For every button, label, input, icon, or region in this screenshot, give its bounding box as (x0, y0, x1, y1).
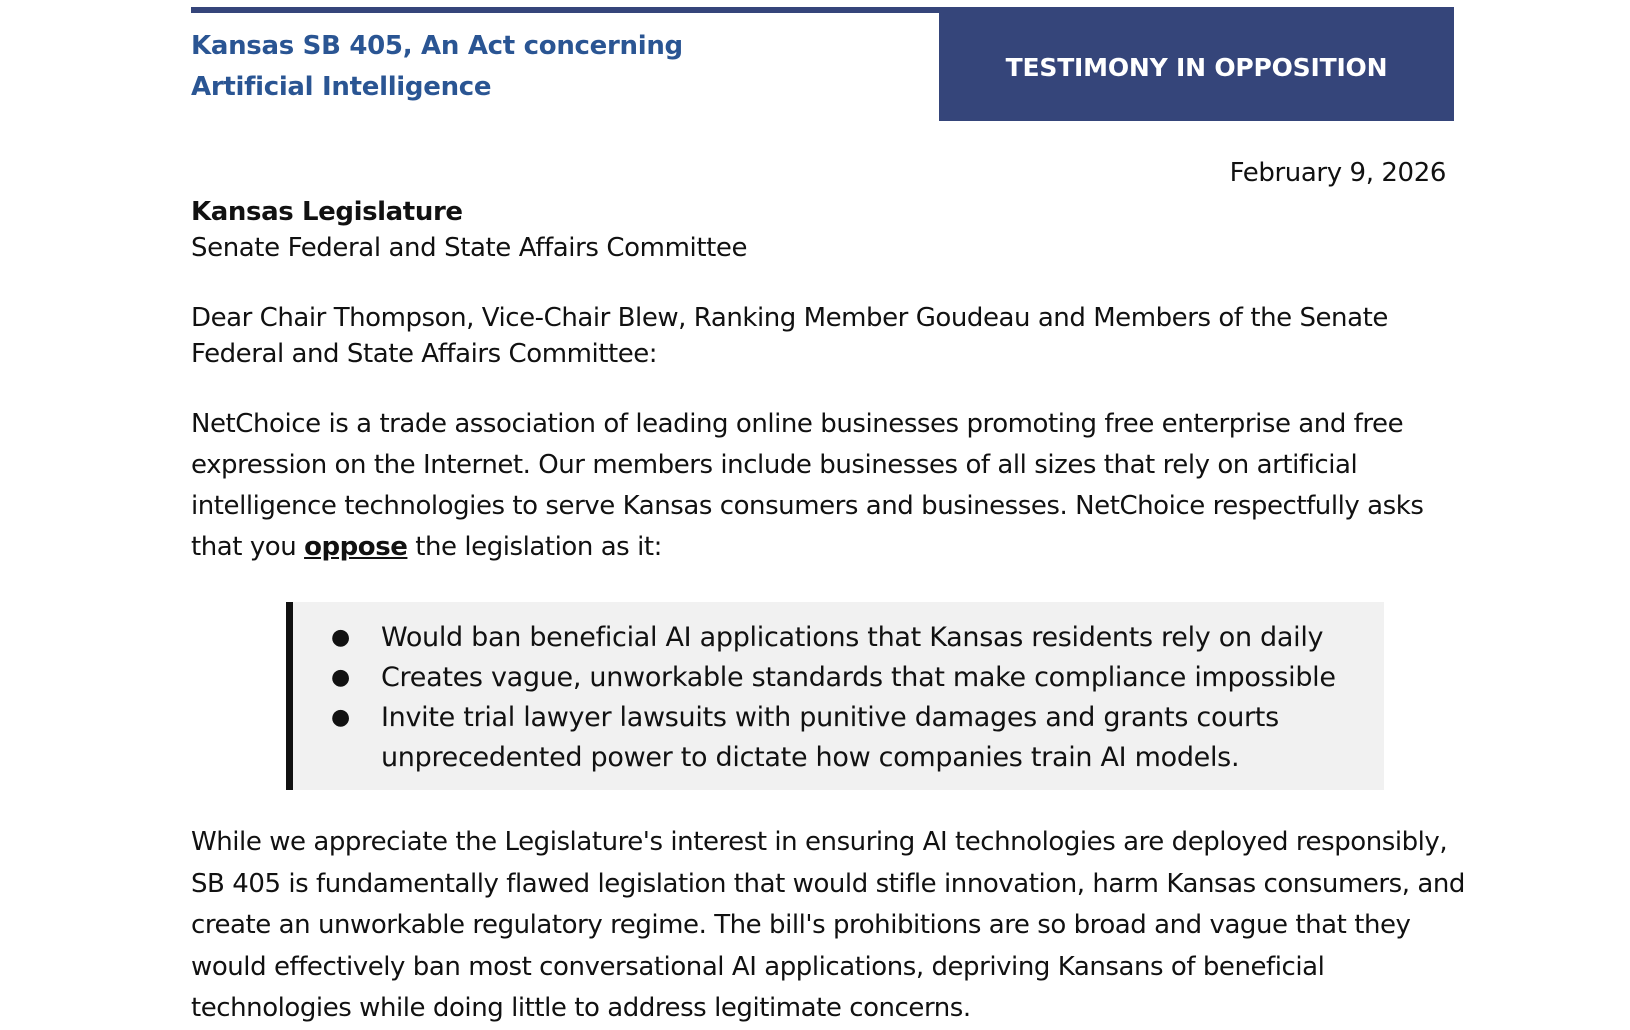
title-line-1: Kansas SB 405, An Act concerning (191, 31, 683, 61)
body-paragraph: While we appreciate the Legislature's interest in ensuring AI technologies are deployed responsibly, SB 405 is fundamentally flawed legislation that would stifle innovation, harm Kansas consumers, and create an unworkable regulatory regime. The bill's prohibitions are so broad and vague that they would effectively ban most conversational AI applications, depriving Kansans of beneficial technologies while doing little to address legitimate concerns. (191, 827, 1465, 1023)
banner-label: TESTIMONY IN OPPOSITION (1005, 52, 1388, 82)
key-point-item (331, 698, 1381, 778)
bullet-icon: ● (331, 705, 350, 730)
key-points-list (331, 618, 1381, 778)
testimony-banner (939, 7, 1454, 121)
intro-paragraph (191, 404, 1466, 568)
key-points-callout (286, 602, 1384, 790)
letter-date: February 9, 2026 (1229, 158, 1446, 188)
key-point-item (331, 658, 1381, 698)
key-point-text: Would ban beneficial AI applications that Kansas residents rely on daily (381, 622, 1324, 653)
salutation: Dear Chair Thompson, Vice-Chair Blew, Ranking Member Goudeau and Members of the Senate Federal and State Affairs Committee: (191, 303, 1388, 369)
header-rule (191, 7, 943, 13)
key-point-text: Creates vague, unworkable standards that make compliance impossible (381, 662, 1336, 693)
recipient-organization: Kansas Legislature (191, 197, 463, 227)
recipient-block (191, 194, 747, 266)
bullet-icon: ● (331, 625, 350, 650)
title-line-2: Artificial Intelligence (191, 72, 492, 102)
key-point-item (331, 618, 1381, 658)
intro-text-after: the legislation as it: (407, 532, 662, 562)
recipient-committee: Senate Federal and State Affairs Committee (191, 233, 748, 263)
oppose-emphasis: oppose (304, 532, 408, 562)
bullet-icon: ● (331, 665, 350, 690)
intro-text-before: NetChoice is a trade association of leading online businesses promoting free enterprise and free expression on the Internet. Our members include businesses of all sizes that rely on artificial intelligence technologies to serve Kansas consumers and businesses. NetChoice respectfully asks that you (191, 409, 1424, 562)
document-title (191, 26, 831, 108)
key-point-text: Invite trial lawyer lawsuits with punitive damages and grants courts unprecedented power to dictate how companies train AI models. (381, 702, 1279, 773)
